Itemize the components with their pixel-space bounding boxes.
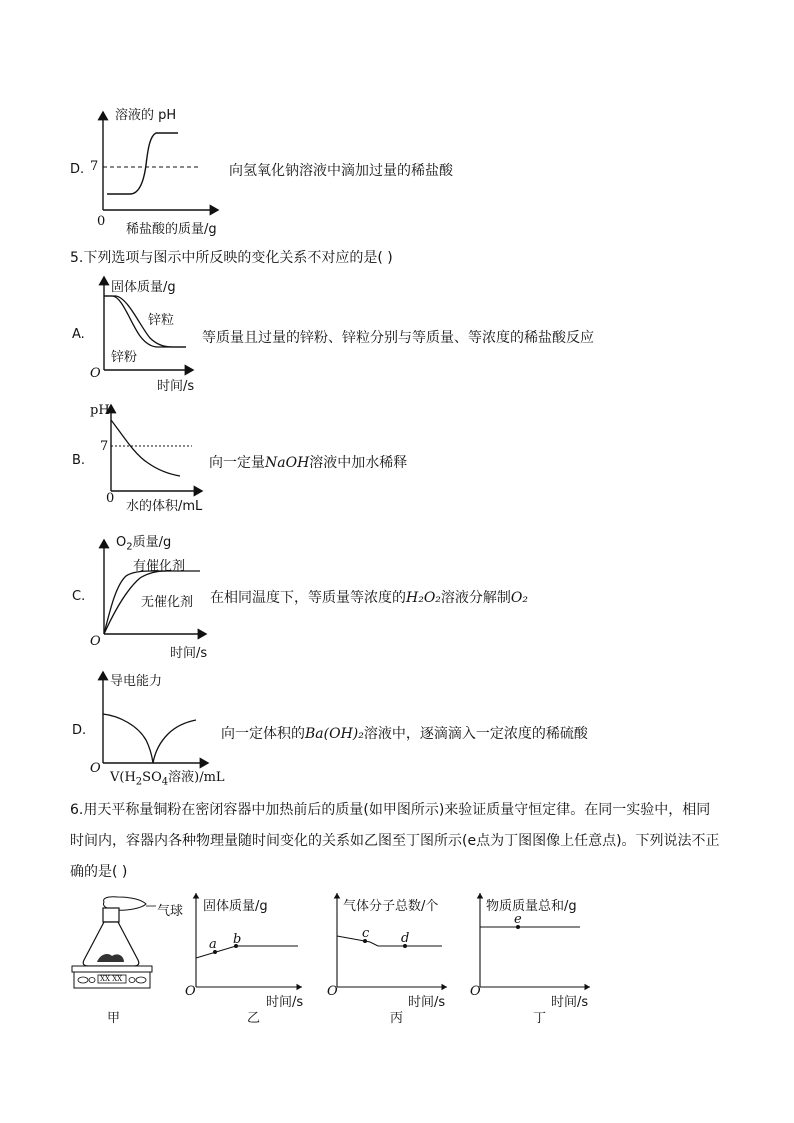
figure-caption: 丙	[390, 1011, 404, 1026]
option-letter: D.	[70, 162, 85, 177]
figure-caption: 甲	[107, 1011, 121, 1026]
option-description: 在相同温度下，等质量等浓度的H₂O₂溶液分解制O₂	[210, 590, 529, 606]
x-axis-label: 时间/s	[408, 995, 446, 1010]
option-letter: A.	[72, 327, 85, 342]
origin-label: O	[185, 984, 196, 999]
figure-caption: 乙	[247, 1011, 261, 1026]
option-letter: D.	[72, 723, 87, 738]
y-tick-7: 7	[100, 439, 109, 454]
question-5-stem: 5.下列选项与图示中所反映的变化关系不对应的是( )	[70, 250, 393, 266]
curve-label-powder: 锌粉	[111, 350, 138, 365]
x-axis-label: 时间/s	[157, 379, 195, 394]
x-axis-label: $V(H_2SO_4$溶液)/mL	[110, 770, 225, 788]
origin-label: O	[90, 761, 101, 776]
origin-label: O	[90, 634, 101, 649]
option-letter: C.	[72, 589, 86, 604]
point-d: d	[401, 931, 410, 946]
option-description: 向一定体积的Ba(OH)₂溶液中，逐滴滴入一定浓度的稀硫酸	[221, 726, 588, 742]
y-axis-label: pH	[90, 403, 110, 418]
balance-display: XX XX	[100, 975, 123, 983]
option-letter: B.	[72, 453, 86, 468]
balloon-label: 气球	[157, 904, 184, 919]
figure-caption: 丁	[533, 1011, 547, 1026]
point-b: b	[233, 932, 242, 947]
origin-label: O	[90, 366, 101, 381]
x-axis-label: 时间/s	[266, 995, 304, 1010]
x-axis-label: 水的体积/mL	[126, 499, 203, 514]
origin-label: 0	[106, 491, 115, 506]
y-axis-label: 导电能力	[110, 674, 163, 689]
option-description: 等质量且过量的锌粉、锌粒分别与等质量、等浓度的稀盐酸反应	[202, 330, 594, 346]
x-axis-label: 时间/s	[170, 646, 208, 661]
origin-label: O	[327, 984, 338, 999]
y-tick-7: 7	[90, 159, 99, 174]
point-e: e	[514, 912, 522, 927]
x-axis-label: 稀盐酸的质量/g	[126, 222, 217, 237]
curve-label-without-catalyst: 无催化剂	[141, 595, 194, 610]
point-a: a	[209, 937, 217, 952]
option-description: 向氢氧化钠溶液中滴加过量的稀盐酸	[229, 163, 453, 179]
y-axis-label: 溶液的 pH	[115, 108, 177, 123]
x-axis-label: 时间/s	[551, 995, 589, 1010]
y-axis-label: 气体分子总数/个	[343, 899, 439, 914]
option-description: 向一定量NaOH溶液中加水稀释	[209, 455, 408, 471]
y-axis-label: 固体质量/g	[203, 899, 268, 914]
point-c: c	[362, 926, 370, 941]
curve-label-with-catalyst: 有催化剂	[133, 559, 186, 574]
y-axis-label: $O_2$质量/g	[116, 535, 172, 553]
origin-label: O	[470, 984, 481, 999]
curve-label-granule: 锌粒	[148, 313, 175, 328]
origin-label: 0	[97, 214, 106, 229]
y-axis-label: 固体质量/g	[111, 280, 176, 295]
y-axis-label: 物质质量总和/g	[486, 899, 577, 914]
